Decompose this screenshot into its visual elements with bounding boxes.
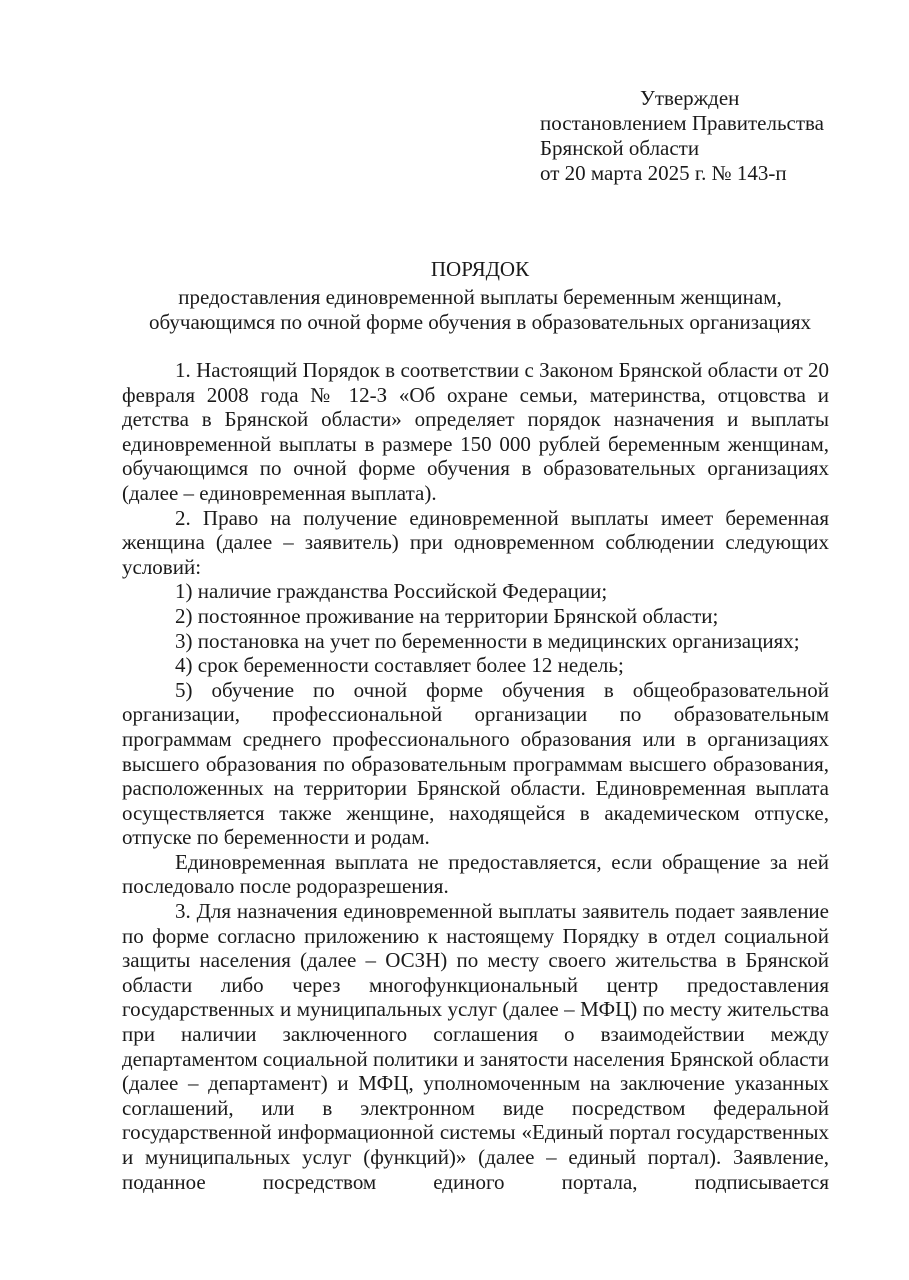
document-body bbox=[122, 358, 829, 1194]
condition-2: 2) постоянное проживание на территории Брянской области; bbox=[175, 603, 719, 628]
paragraph-3: 3. Для назначения единовременной выплаты заявитель подает заявление по форме согласно приложению к настоящему Порядку в отдел социальной защиты населения (далее – ОСЗН) по месту своего жительства в Брянской области либо через многофункциональный центр предоставления государственных и муниципальных услуг (далее – МФЦ) по месту жительства при наличии заключенного соглашения о взаимодействии между департаментом социальной политики и занятости населения Брянской области (далее – департамент) и МФЦ, уполномоченным на заключение указанных соглашений, или в электронном виде посредством федеральной государственной информационной системы «Единый портал государственных и муниципальных услуг (функций)» (далее – единый портал). Заявление, поданное посредством единого портала, подписывается bbox=[122, 899, 829, 1194]
approval-line-approved: Утвержден bbox=[640, 86, 740, 110]
paragraph-2: 2. Право на получение единовременной выплаты имеет беременная женщина (далее – заявитель) при одновременном соблюдении следующих условий: bbox=[122, 505, 829, 579]
document-subtitle-line-2: обучающимся по очной форме обучения в образовательных организациях bbox=[149, 310, 811, 334]
paragraph-1: 1. Настоящий Порядок в соответствии с Законом Брянской области от 20 февраля 2008 года № 12-З «Об охране семьи, материнства, отцовства и детства в Брянской области» определяет порядок назначения и выплаты единовременной выплаты в размере 150 000 рублей беременным женщинам, обучающимся по очной форме обучения в образовательных организациях (далее – единовременная выплата). bbox=[122, 358, 829, 505]
approval-block bbox=[540, 86, 824, 186]
approval-line-resolution: постановлением Правительства bbox=[540, 111, 825, 135]
condition-3: 3) постановка на учет по беременности в медицинских организациях; bbox=[175, 628, 800, 653]
approval-line-date-number: от 20 марта 2025 г. № 143-п bbox=[540, 161, 787, 185]
condition-5: 5) обучение по очной форме обучения в общеобразовательной организации, профессиональной организации по образовательным программам среднего профессионального образования или в организациях высшего образования по образовательным программам высшего образования, расположенных на территории Брянской области. Единовременная выплата осуществляется также женщине, находящейся в академическом отпуске, отпуске по беременности и родам. bbox=[122, 677, 829, 850]
condition-1: 1) наличие гражданства Российской Федерации; bbox=[175, 579, 608, 604]
document-title: ПОРЯДОК bbox=[430, 257, 530, 281]
paragraph-exclusion: Единовременная выплата не предоставляется, если обращение за ней последовало после родоразрешения. bbox=[122, 849, 829, 899]
approval-line-region: Брянской области bbox=[540, 136, 700, 160]
document-subtitle-line-1: предоставления единовременной выплаты беременным женщинам, bbox=[178, 285, 782, 309]
document-title-block bbox=[100, 257, 860, 335]
condition-4: 4) срок беременности составляет более 12 недель; bbox=[175, 653, 624, 678]
